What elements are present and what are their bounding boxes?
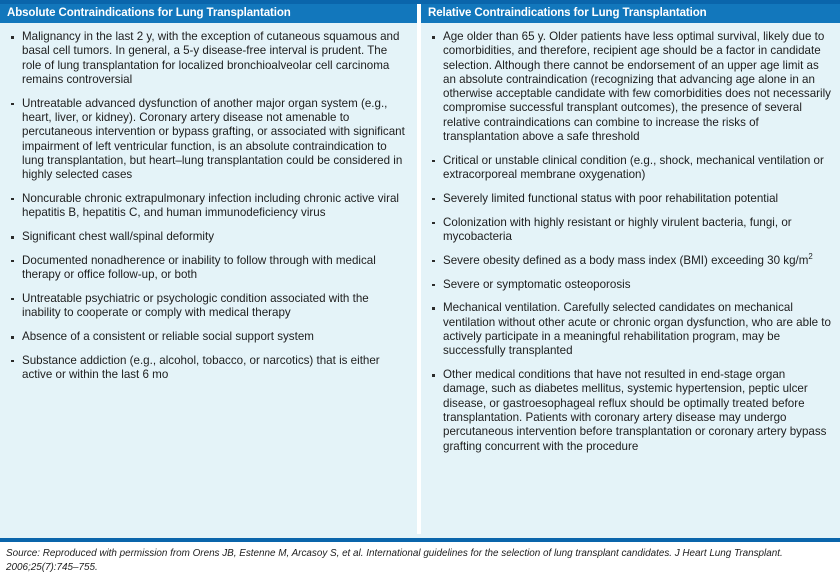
list-item: Significant chest wall/spinal deformity [6, 230, 409, 244]
column-header-relative: Relative Contraindications for Lung Transplantation [421, 4, 840, 23]
list-item-text: Severe obesity defined as a body mass index (BMI) exceeding 30 kg/m [443, 253, 809, 267]
list-item: Absence of a consistent or reliable social support system [6, 330, 409, 344]
bmi-unit-superscript: 2 [808, 252, 813, 261]
relative-contraindications-column [421, 23, 840, 534]
list-item: Critical or unstable clinical condition (e.g., shock, mechanical ventilation or extracorporeal membrane oxygenation) [427, 154, 832, 183]
list-item: Untreatable psychiatric or psychologic condition associated with the inability to cooperate or comply with medical therapy [6, 292, 409, 321]
list-item: Substance addiction (e.g., alcohol, tobacco, or narcotics) that is either active or within the last 6 mo [6, 354, 409, 383]
list-item: Severe or symptomatic osteoporosis [427, 278, 832, 292]
list-item: Untreatable advanced dysfunction of another major organ system (e.g., heart, liver, or kidney). Coronary artery disease not amenable to percutaneous intervention or bypass grafting, or associated with significant impairment of left ventricular function, is an absolute contraindication to lung transplantation, but heart–lung transplantation could be considered in highly selected cases [6, 97, 409, 183]
relative-contraindications-list [427, 30, 832, 454]
list-item: Documented nonadherence or inability to follow through with medical therapy or office follow-up, or both [6, 254, 409, 283]
list-item: Noncurable chronic extrapulmonary infection including chronic active viral hepatitis B, hepatitis C, and human immunodeficiency virus [6, 192, 409, 221]
list-item: Malignancy in the last 2 y, with the exception of cutaneous squamous and basal cell tumors. In general, a 5-y disease-free interval is prudent. The role of lung transplantation for localized bronchioalveolar cell carcinoma remains controversial [6, 30, 409, 87]
source-footnote: Source: Reproduced with permission from Orens JB, Estenne M, Arcasoy S, et al. International guidelines for the selection of lung transplant candidates. J Heart Lung Transplant. 2006;25(7):745–755. [0, 542, 840, 580]
absolute-contraindications-list [6, 30, 409, 382]
table-body-row [0, 23, 840, 534]
column-header-absolute: Absolute Contraindications for Lung Transplantation [0, 4, 417, 23]
list-item: Colonization with highly resistant or highly virulent bacteria, fungi, or mycobacteria [427, 216, 832, 245]
absolute-contraindications-column [0, 23, 417, 534]
list-item: Mechanical ventilation. Carefully selected candidates on mechanical ventilation without other acute or chronic organ dysfunction, who are able to actively participate in a meaningful rehabilitation program, may be successfully transplanted [427, 301, 832, 358]
list-item [427, 254, 832, 268]
list-item: Age older than 65 y. Older patients have less optimal survival, likely due to comorbidities, and therefore, recipient age should be a factor in candidate selection. Although there cannot be endorsement of an upper age limit as an absolute contraindication (recognizing that advancing age alone in an otherwise acceptable candidate with few comorbidities does not necessarily compromise successful transplant outcomes), the presence of several relative contraindications can combine to increase the risks of transplantation above a safe threshold [427, 30, 832, 144]
list-item: Other medical conditions that have not resulted in end-stage organ damage, such as diabetes mellitus, systemic hypertension, peptic ulcer disease, or gastroesophageal reflux should be optimally treated before transplantation. Patients with coronary artery disease may undergo percutaneous intervention before transplantation or coronary artery bypass grafting concurrent with the procedure [427, 368, 832, 454]
table-header-row [0, 4, 840, 23]
list-item: Severely limited functional status with poor rehabilitation potential [427, 192, 832, 206]
